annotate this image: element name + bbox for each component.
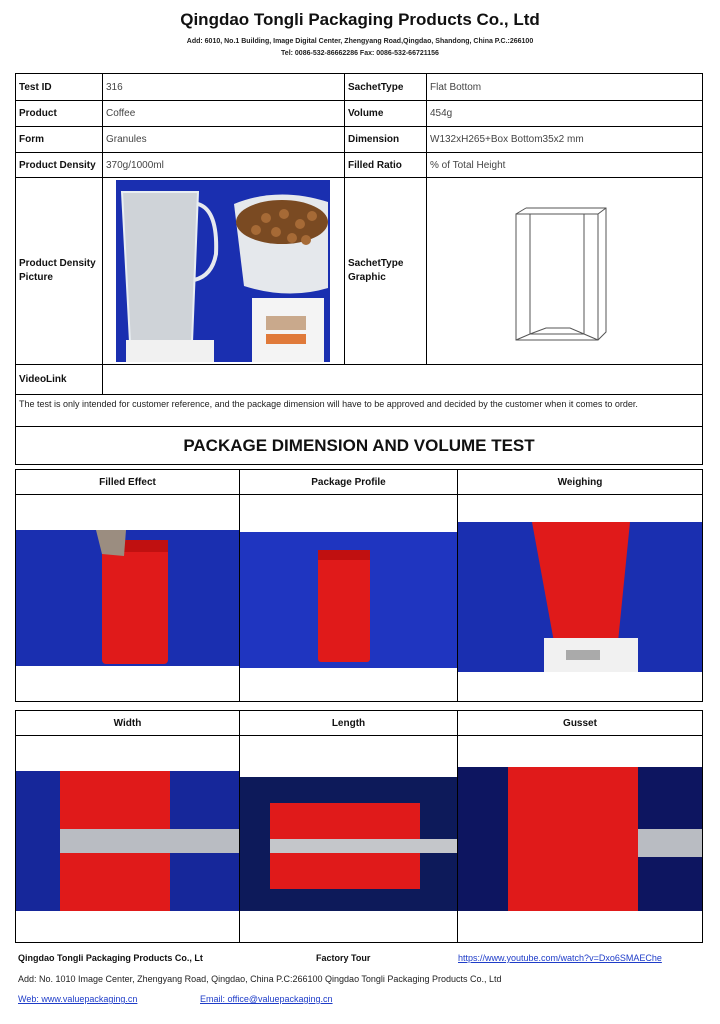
label-sachet-graphic: SachetType Graphic	[348, 258, 404, 283]
label-filled-ratio: Filled Ratio	[348, 159, 402, 171]
filled-effect-photo	[16, 530, 239, 666]
youtube-link[interactable]: https://www.youtube.com/watch?v=Dxo6SMAEChe	[458, 953, 662, 963]
email-link[interactable]: Email: office@valuepackaging.cn	[200, 994, 333, 1004]
label-test-id: Test ID	[19, 81, 52, 93]
info-table	[15, 73, 703, 395]
heading-width: Width	[16, 711, 239, 736]
length-photo	[240, 777, 457, 911]
label-form: Form	[19, 134, 44, 145]
cell-weighing	[458, 470, 702, 701]
heading-weighing: Weighing	[458, 470, 702, 495]
section-title: PACKAGE DIMENSION AND VOLUME TEST	[15, 427, 703, 465]
footer-factory-tour: Factory Tour	[316, 953, 371, 963]
value-filled-ratio: % of Total Height	[430, 159, 506, 171]
cell-length	[240, 711, 458, 942]
label-sachet-type: SachetType	[348, 81, 404, 93]
label-dimension: Dimension	[348, 134, 400, 145]
disclaimer-note: The test is only intended for customer reference, and the package dimension will have to be approved and decided by the customer when it comes to order.	[15, 395, 703, 427]
flat-bottom-pouch-icon	[506, 202, 616, 344]
heading-gusset: Gusset	[458, 711, 702, 736]
value-dimension: W132xH265+Box Bottom35x2 mm	[430, 134, 584, 145]
value-volume: 454g	[430, 108, 453, 119]
value-product-density: 370g/1000ml	[106, 159, 164, 171]
weighing-photo	[458, 522, 702, 672]
heading-length: Length	[240, 711, 457, 736]
footer-company: Qingdao Tongli Packaging Products Co., Lt	[18, 953, 203, 963]
label-product: Product	[19, 108, 57, 119]
sachet-graphic	[506, 202, 616, 344]
cell-filled-effect	[16, 470, 240, 701]
value-form: Granules	[106, 134, 147, 145]
company-title: Qingdao Tongli Packaging Products Co., Ltd	[180, 10, 540, 29]
width-photo	[16, 771, 239, 911]
density-picture	[116, 180, 330, 362]
cell-width	[16, 711, 240, 942]
label-product-density: Product Density	[19, 159, 96, 171]
package-profile-photo	[240, 532, 457, 668]
company-tel: Tel: 0086-532-86662286 Fax: 0086-532-66721156	[281, 50, 439, 57]
photo-grid-row-2	[15, 710, 703, 943]
heading-filled-effect: Filled Effect	[16, 470, 239, 495]
footer-address: Add: No. 1010 Image Center, Zhengyang Road, Qingdao, China P.C:266100 Qingdao Tongli Packaging Products Co., Ltd	[18, 974, 502, 984]
label-density-picture: Product Density Picture	[19, 258, 96, 283]
value-product: Coffee	[106, 108, 136, 119]
web-link[interactable]: Web: www.valuepackaging.cn	[18, 994, 138, 1004]
value-sachet-type: Flat Bottom	[430, 81, 482, 93]
photo-grid-row-1	[15, 469, 703, 702]
gusset-photo	[458, 767, 702, 911]
heading-package-profile: Package Profile	[240, 470, 457, 495]
label-video-link: VideoLink	[19, 374, 67, 385]
label-volume: Volume	[348, 108, 384, 119]
cell-gusset	[458, 711, 702, 942]
measuring-jug-photo	[116, 180, 330, 362]
value-test-id: 316	[106, 81, 123, 93]
company-address: Add: 6010, No.1 Building, Image Digital Center, Zhengyang Road,Qingdao, Shandong, China P.C.:266100	[186, 38, 534, 45]
cell-package-profile	[240, 470, 458, 701]
